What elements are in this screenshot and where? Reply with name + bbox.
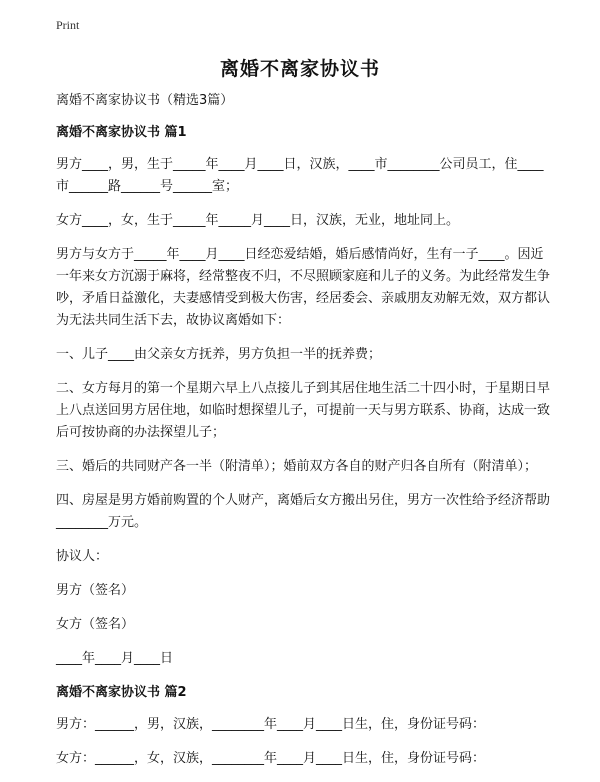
section-2-male-line: 男方：______，男，汉族，________年____月____日生，住，身份证号码： [56, 717, 486, 732]
page-title: 离婚不离家协议书 [219, 58, 380, 80]
document-body [56, 90, 556, 782]
male-signature: 男方（签名） [56, 583, 135, 598]
female-party-line: 女方____，女，生于_____年_____月____日，汉族，无业，地址同上。 [56, 213, 460, 228]
section-2-female-line: 女方：______，女，汉族，________年____月____日生，住，身份证号码： [56, 751, 486, 766]
section-1-heading: 离婚不离家协议书 篇1 [56, 125, 187, 140]
clause-3: 三、婚后的共同财产各一半（附清单）；婚前双方各自的财产归各自所有（附清单）； [56, 459, 538, 474]
male-party-line: 男方____，男，生于_____年____月____日，汉族，____市________公司员工，住____市______路______号______室； [56, 157, 544, 194]
parties-label: 协议人： [56, 549, 109, 564]
female-signature: 女方（签名） [56, 617, 135, 632]
date-line: ____年____月____日 [56, 651, 174, 666]
clause-4: 四、房屋是男方婚前购置的个人财产，离婚后女方搬出另住，男方一次性给予经济帮助________万元。 [56, 493, 551, 530]
document-subtitle: 离婚不离家协议书（精选3篇） [56, 93, 234, 108]
background-paragraph: 男方与女方于_____年____月____日经恋爱结婚，婚后感情尚好，生有一子____。因近一年来女方沉溺于麻将，经常整夜不归，不尽照顾家庭和儿子的义务。为此经常发生争吵，矛盾日益激化，夫妻感情受到极大伤害，经居委会、亲戚朋友劝解无效，双方都认为无法共同生活下去，故协议离婚如下： [56, 247, 551, 328]
clause-2: 二、女方每月的第一个星期六早上八点接儿子到其居住地生活二十四小时，于星期日早上八点送回男方居住地，如临时想探望儿子，可提前一天与男方联系、协商，达成一致后可按协商的办法探望儿子； [56, 381, 551, 440]
print-link[interactable]: Print [56, 18, 80, 32]
clause-1: 一、儿子____由父亲女方抚养，男方负担一半的抚养费； [56, 347, 382, 362]
section-2-heading: 离婚不离家协议书 篇2 [56, 685, 187, 700]
